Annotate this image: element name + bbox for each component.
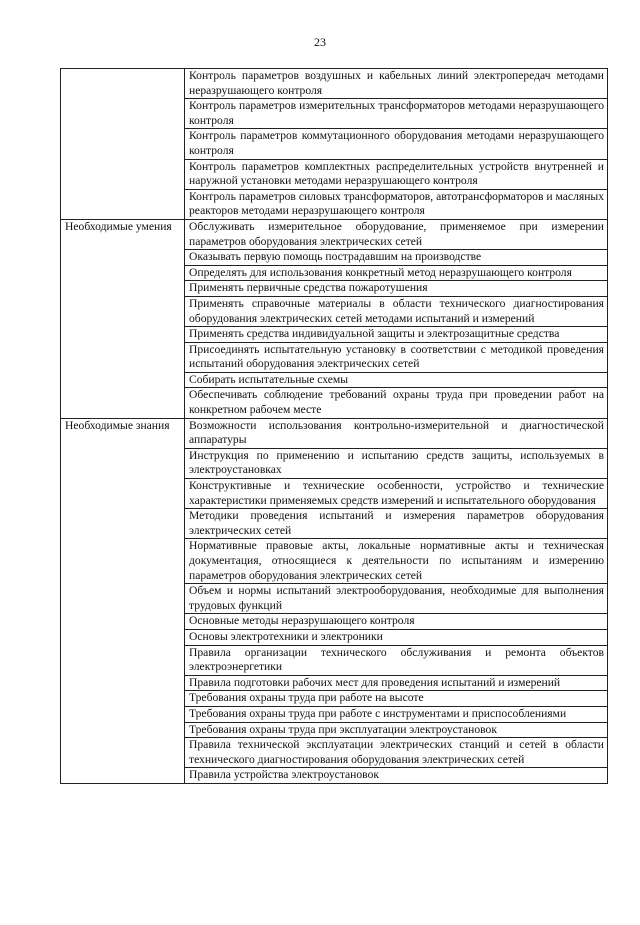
requirement-item: Обслуживать измерительное оборудование, применяемое при измерении параметров оборудования электрических сетей — [185, 219, 608, 249]
section-label: Необходимые умения — [61, 219, 185, 418]
requirement-item: Определять для использования конкретный метод неразрушающего контроля — [185, 265, 608, 281]
requirement-item: Контроль параметров силовых трансформаторов, автотрансформаторов и масляных реакторов методами неразрушающего контроля — [185, 189, 608, 219]
requirement-item: Требования охраны труда при эксплуатации электроустановок — [185, 722, 608, 738]
section-label: Необходимые знания — [61, 418, 185, 783]
requirement-item: Правила подготовки рабочих мест для проведения испытаний и измерений — [185, 675, 608, 691]
requirement-item: Основы электротехники и электроники — [185, 629, 608, 645]
table-row — [61, 219, 608, 249]
requirement-item: Методики проведения испытаний и измерения параметров оборудования электрических сетей — [185, 509, 608, 539]
requirement-item: Правила технической эксплуатации электрических станций и сетей в области технического диагностирования оборудования электрических сетей — [185, 738, 608, 768]
requirement-item: Контроль параметров воздушных и кабельных линий электропередач методами неразрушающего контроля — [185, 69, 608, 99]
requirement-item: Обеспечивать соблюдение требований охраны труда при проведении работ на конкретном рабочем месте — [185, 388, 608, 418]
section-label — [61, 69, 185, 220]
requirement-item: Контроль параметров коммутационного оборудования методами неразрушающего контроля — [185, 129, 608, 159]
requirement-item: Контроль параметров комплектных распределительных устройств внутренней и наружной установки методами неразрушающего контроля — [185, 159, 608, 189]
requirement-item: Контроль параметров измерительных трансформаторов методами неразрушающего контроля — [185, 99, 608, 129]
requirement-item: Собирать испытательные схемы — [185, 372, 608, 388]
requirement-item: Применять первичные средства пожаротушения — [185, 281, 608, 297]
requirement-item: Нормативные правовые акты, локальные нормативные акты и техническая документация, относящиеся к деятельности по испытаниям и измерению параметров оборудования электрических сетей — [185, 539, 608, 584]
table-row — [61, 418, 608, 448]
page-number: 23 — [314, 35, 326, 49]
requirement-item: Применять справочные материалы в области технического диагностирования оборудования электрических сетей методами испытаний и измерений — [185, 296, 608, 326]
requirement-item: Требования охраны труда при работе с инструментами и приспособлениями — [185, 706, 608, 722]
requirement-item: Основные методы неразрушающего контроля — [185, 614, 608, 630]
requirements-table — [60, 68, 608, 784]
requirement-item: Оказывать первую помощь пострадавшим на производстве — [185, 250, 608, 266]
requirement-item: Объем и нормы испытаний электрооборудования, необходимые для выполнения трудовых функций — [185, 584, 608, 614]
requirements-table-body — [61, 69, 608, 784]
requirement-item: Присоединять испытательную установку в соответствии с методикой проведения испытаний оборудования электрических сетей — [185, 342, 608, 372]
table-row — [61, 69, 608, 99]
requirement-item: Конструктивные и технические особенности, устройство и технические характеристики применяемых средств измерений и испытательного оборудования — [185, 479, 608, 509]
requirement-item: Возможности использования контрольно-измерительной и диагностической аппаратуры — [185, 418, 608, 448]
requirement-item: Применять средства индивидуальной защиты и электрозащитные средства — [185, 327, 608, 343]
requirement-item: Правила организации технического обслуживания и ремонта объектов электроэнергетики — [185, 645, 608, 675]
requirement-item: Инструкция по применению и испытанию средств защиты, используемых в электроустановках — [185, 448, 608, 478]
requirement-item: Требования охраны труда при работе на высоте — [185, 691, 608, 707]
requirement-item: Правила устройства электроустановок — [185, 768, 608, 784]
